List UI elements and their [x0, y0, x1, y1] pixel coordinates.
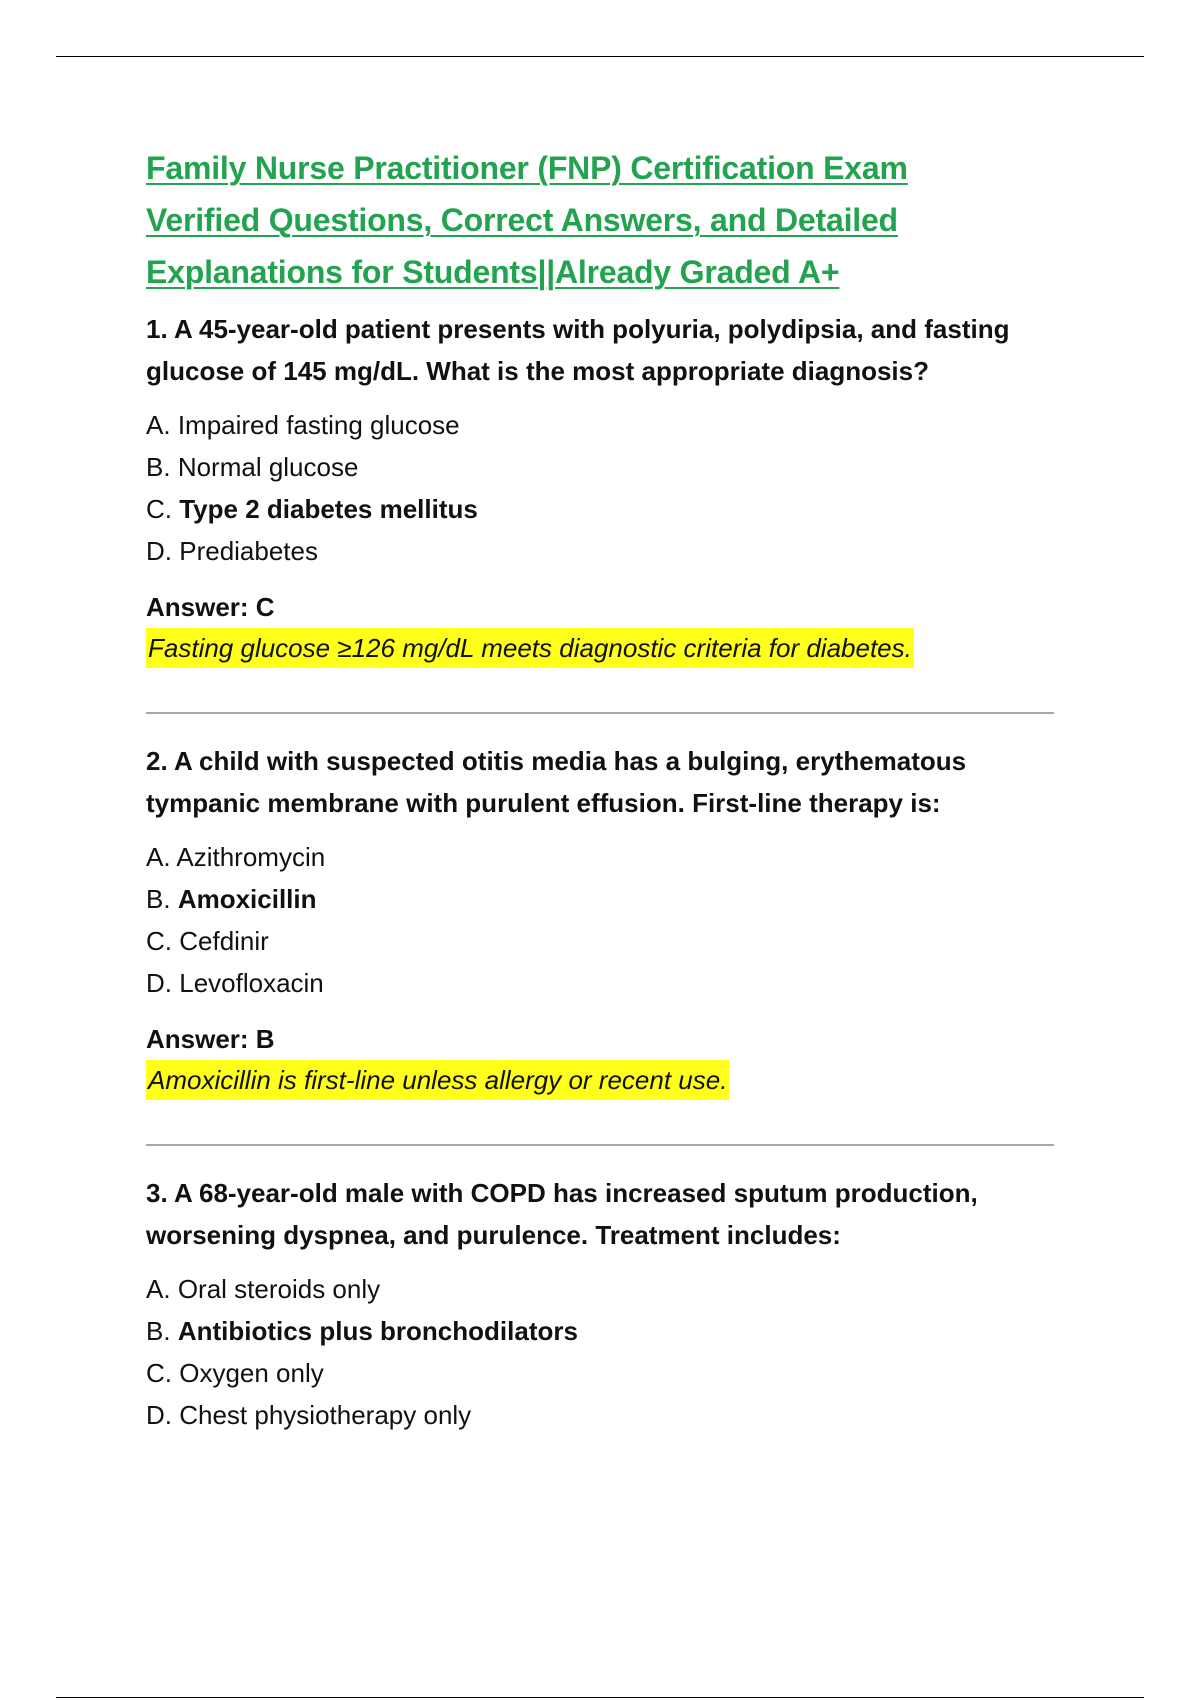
option-letter: A. [146, 410, 171, 440]
option-letter: C. [146, 1358, 172, 1388]
option-text: Impaired fasting glucose [177, 410, 460, 440]
page-bottom-rule [56, 1697, 1144, 1698]
explanation-highlight: Amoxicillin is first-line unless allergy or recent use. [146, 1060, 729, 1100]
section-divider [146, 712, 1054, 714]
option-text: Cefdinir [179, 926, 269, 956]
option-text-correct: Amoxicillin [177, 884, 317, 914]
option-letter: A. [146, 842, 171, 872]
question-1 [146, 308, 1066, 668]
option-letter: D. [146, 968, 172, 998]
option-text: Azithromycin [176, 842, 326, 872]
question-text: 3. A 68-year-old male with COPD has increased sputum production, worsening dyspnea, and purulence. Treatment includes: [146, 1178, 978, 1250]
option-letter: D. [146, 1400, 172, 1430]
question-3 [146, 1172, 1066, 1436]
option-list [146, 836, 1066, 1004]
option-d [146, 1394, 1066, 1436]
question-text: 2. A child with suspected otitis media has a bulging, erythematous tympanic membrane with purulent effusion. First-line therapy is: [146, 746, 967, 818]
option-text: Levofloxacin [179, 968, 324, 998]
option-d [146, 962, 1066, 1004]
option-text: Chest physiotherapy only [179, 1400, 472, 1430]
option-b [146, 1310, 1066, 1352]
option-letter: A. [146, 1274, 171, 1304]
option-letter: B. [146, 884, 171, 914]
section-divider [146, 1144, 1054, 1146]
page-top-rule [56, 56, 1144, 57]
option-letter: D. [146, 536, 172, 566]
answer-label: Answer: C [146, 592, 275, 622]
option-letter: B. [146, 1316, 171, 1346]
option-text: Oral steroids only [177, 1274, 381, 1304]
option-c [146, 920, 1066, 962]
document-title: Family Nurse Practitioner (FNP) Certification Exam Verified Questions, Correct Answers, and Detailed Explanations for Students||Already Graded A+ [146, 150, 908, 290]
option-text-correct: Antibiotics plus bronchodilators [177, 1316, 578, 1346]
answer-label: Answer: B [146, 1024, 275, 1054]
question-text: 1. A 45-year-old patient presents with polyuria, polydipsia, and fasting glucose of 145 mg/dL. What is the most appropriate diagnosis? [146, 314, 1010, 386]
option-b [146, 446, 1066, 488]
option-letter: C. [146, 494, 172, 524]
option-text: Normal glucose [177, 452, 359, 482]
option-c [146, 488, 1066, 530]
question-2 [146, 740, 1066, 1100]
option-text-correct: Type 2 diabetes mellitus [179, 494, 478, 524]
option-b [146, 878, 1066, 920]
document-body [146, 142, 1066, 1436]
option-letter: B. [146, 452, 171, 482]
option-text: Oxygen only [179, 1358, 324, 1388]
option-a [146, 404, 1066, 446]
explanation-highlight: Fasting glucose ≥126 mg/dL meets diagnostic criteria for diabetes. [146, 628, 914, 668]
option-c [146, 1352, 1066, 1394]
option-text: Prediabetes [179, 536, 318, 566]
option-a [146, 1268, 1066, 1310]
option-list [146, 404, 1066, 572]
option-letter: C. [146, 926, 172, 956]
option-a [146, 836, 1066, 878]
option-list [146, 1268, 1066, 1436]
option-d [146, 530, 1066, 572]
